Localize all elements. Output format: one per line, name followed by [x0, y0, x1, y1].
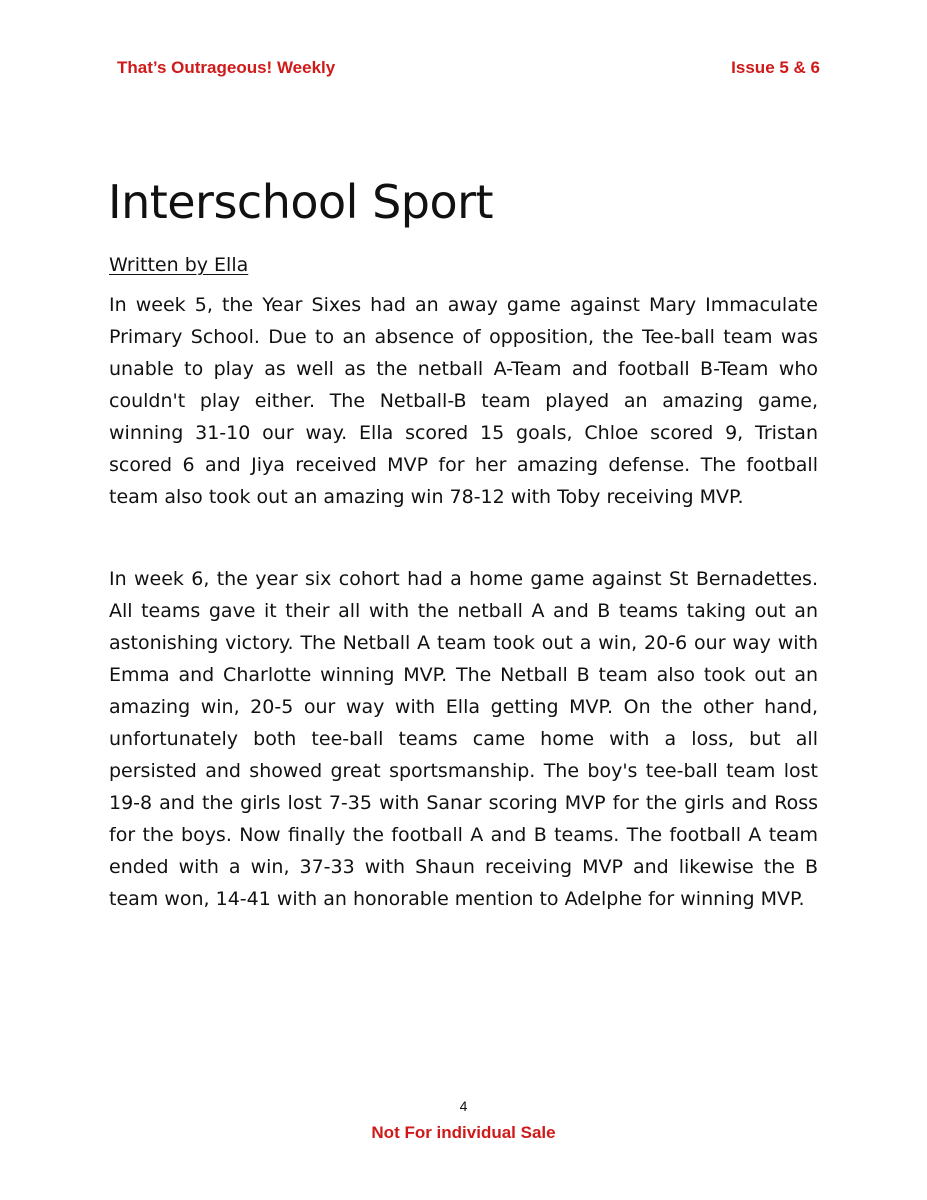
publication-name: That’s Outrageous! Weekly	[117, 58, 336, 77]
article-paragraph-week-6: In week 6, the year six cohort had a home game against St Bernadettes. All teams gave it their all with the netball A and B teams taking out an astonishing victory. The Netball A team took out a win, 20-6 our way with Emma and Charlotte winning MVP. The Netball B team also took out an amazing win, 20-5 our way with Ella getting MVP. On the other hand, unfortunately both tee-ball teams came home with a loss, but all persisted and showed great sportsmanship. The boy's tee-ball team lost 19-8 and the girls lost 7-35 with Sanar scoring MVP for the girls and Ross for the boys. Now finally the football A and B teams. The football A team ended with a win, 37-33 with Shaun receiving MVP and likewise the B team won, 14-41 with an honorable mention to Adelphe for winning MVP.	[109, 568, 818, 910]
article-paragraph-week-5: In week 5, the Year Sixes had an away game against Mary Immaculate Primary School. Due to an absence of opposition, the Tee-ball team was unable to play as well as the netball A-Team and football B-Team who couldn't play either. The Netball-B team played an amazing game, winning 31-10 our way. Ella scored 15 goals, Chloe scored 9, Tristan scored 6 and Jiya received MVP for her amazing defense. The football team also took out an amazing win 78-12 with Toby receiving MVP.	[109, 294, 818, 508]
footer-notice: Not For individual Sale	[371, 1123, 556, 1142]
issue-number: Issue 5 & 6	[731, 58, 820, 77]
article-title: Interschool Sport	[108, 175, 494, 229]
article-byline: Written by Ella	[109, 254, 249, 276]
page-number: 4	[459, 1098, 468, 1114]
